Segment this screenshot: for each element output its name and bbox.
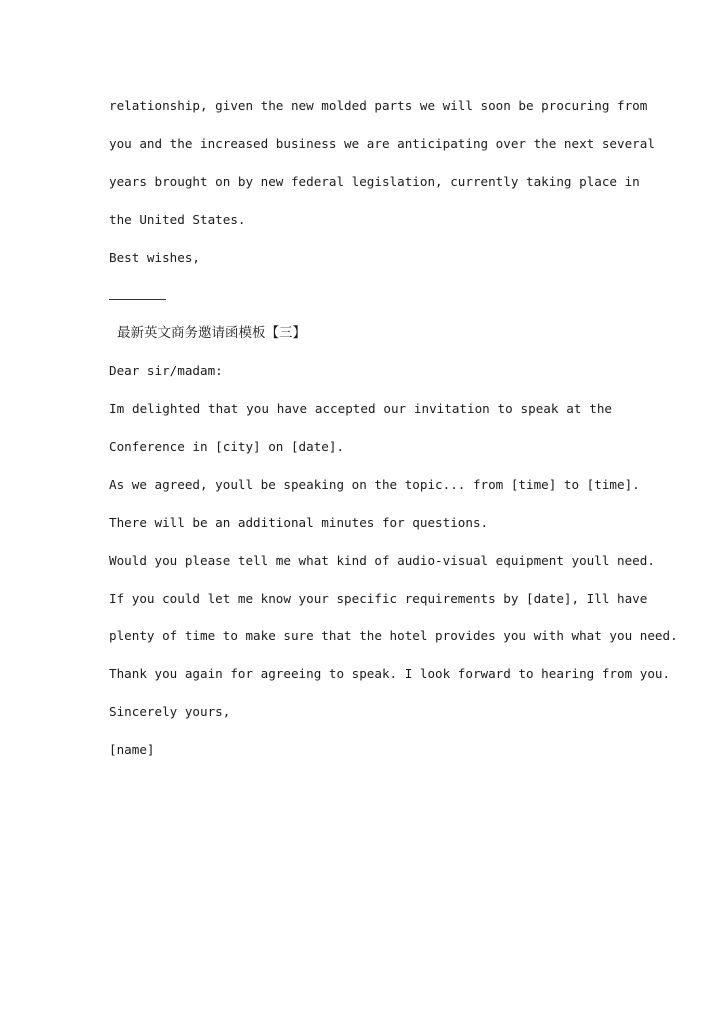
- letter-line: Conference in [city] on [date].: [109, 439, 345, 454]
- paragraph-line: years brought on by new federal legislation, currently taking place in: [109, 174, 640, 189]
- letter-line: Thank you again for agreeing to speak. I look forward to hearing from you.: [109, 666, 671, 681]
- closing-text: Sincerely yours,: [109, 704, 231, 719]
- letter-line: There will be an additional minutes for questions.: [109, 515, 489, 530]
- letter-line: Would you please tell me what kind of audio-visual equipment youll need.: [109, 553, 655, 568]
- signature: [name]: [109, 742, 155, 757]
- letter-line: As we agreed, youll be speaking on the topic... from [time] to [time].: [109, 477, 640, 492]
- paragraph-line: relationship, given the new molded parts we will soon be procuring from: [109, 98, 648, 113]
- letter-line: If you could let me know your specific requirements by [date], Ill have: [109, 591, 648, 606]
- letter-line: plenty of time to make sure that the hotel provides you with what you need.: [109, 628, 678, 643]
- salutation: Dear sir/madam:: [109, 363, 223, 378]
- paragraph-line: you and the increased business we are anticipating over the next several: [109, 136, 655, 151]
- section-heading: 最新英文商务邀请函模板【三】: [117, 325, 306, 341]
- letter-line: Im delighted that you have accepted our invitation to speak at the: [109, 401, 612, 416]
- paragraph-line: the United States.: [109, 212, 246, 227]
- separator-line: [109, 299, 166, 300]
- closing-text: Best wishes,: [109, 250, 200, 265]
